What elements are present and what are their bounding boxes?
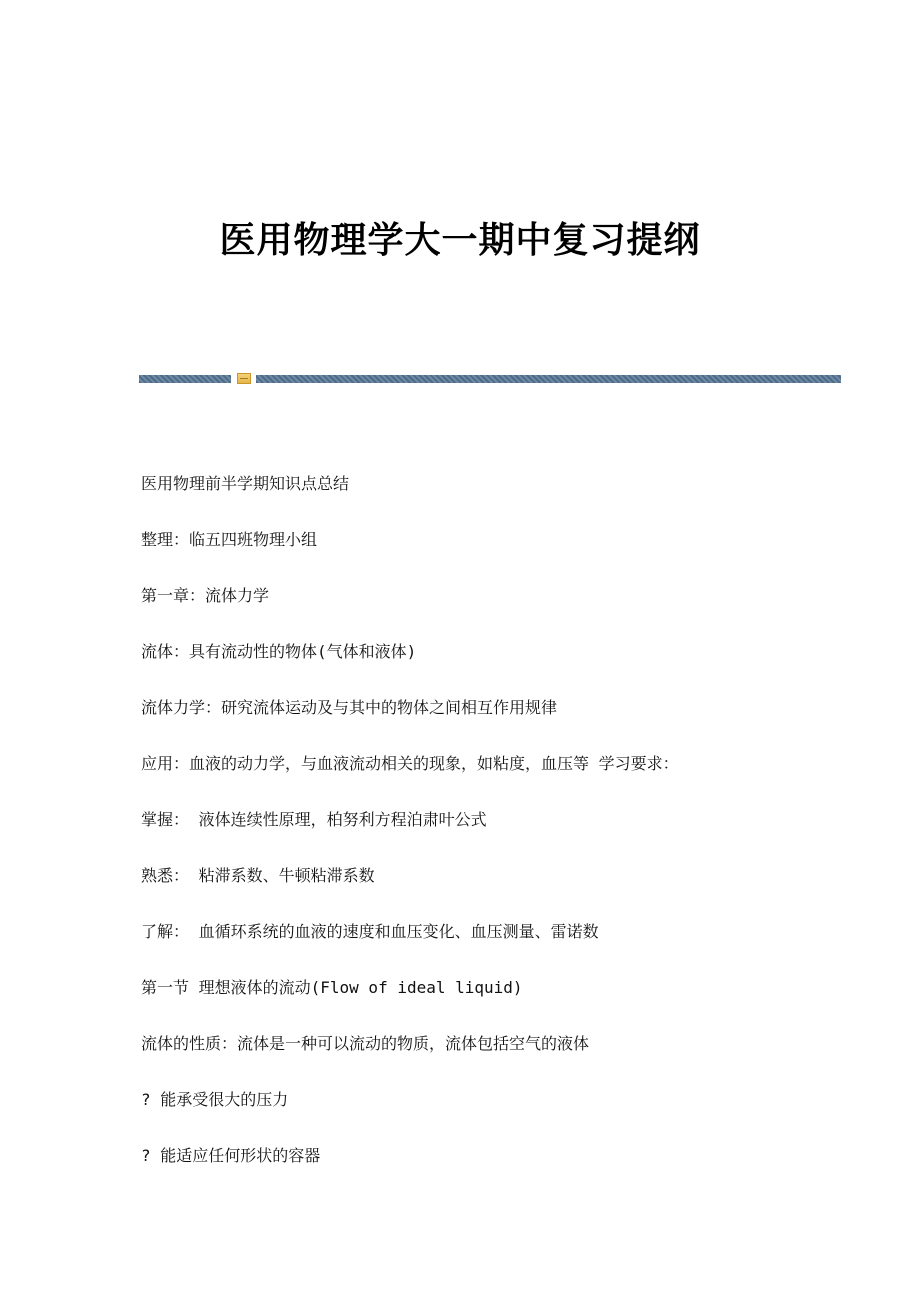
body-line: 医用物理前半学期知识点总结 — [141, 474, 350, 493]
body-line: 掌握： 液体连续性原理，柏努利方程泊肃叶公式 — [141, 810, 487, 829]
document-title: 医用物理学大一期中复习提纲 — [219, 219, 701, 261]
body-line: ? 能适应任何形状的容器 — [141, 1146, 321, 1165]
body-line: 了解： 血循环系统的血液的速度和血压变化、血压测量、雷诺数 — [141, 922, 599, 941]
divider-bar-left — [139, 375, 231, 383]
body-line: 第一节 理想液体的流动(Flow of ideal liquid) — [141, 978, 523, 997]
body-line: 流体：具有流动性的物体(气体和液体) — [141, 642, 417, 661]
body-line: ? 能承受很大的压力 — [141, 1090, 289, 1109]
document-body — [141, 470, 861, 1198]
body-line: 第一章：流体力学 — [141, 586, 270, 605]
body-line: 整理：临五四班物理小组 — [141, 530, 318, 549]
body-line: 熟悉： 粘滞系数、牛顿粘滞系数 — [141, 866, 375, 885]
body-line: 应用：血液的动力学，与血液流动相关的现象，如粘度，血压等 学习要求： — [141, 754, 679, 773]
body-line: 流体力学：研究流体运动及与其中的物体之间相互作用规律 — [141, 698, 558, 717]
divider-ornament-icon — [237, 373, 251, 384]
divider-bar-right — [256, 375, 841, 383]
title-divider — [139, 372, 841, 386]
body-line: 流体的性质：流体是一种可以流动的物质，流体包括空气的液体 — [141, 1034, 590, 1053]
